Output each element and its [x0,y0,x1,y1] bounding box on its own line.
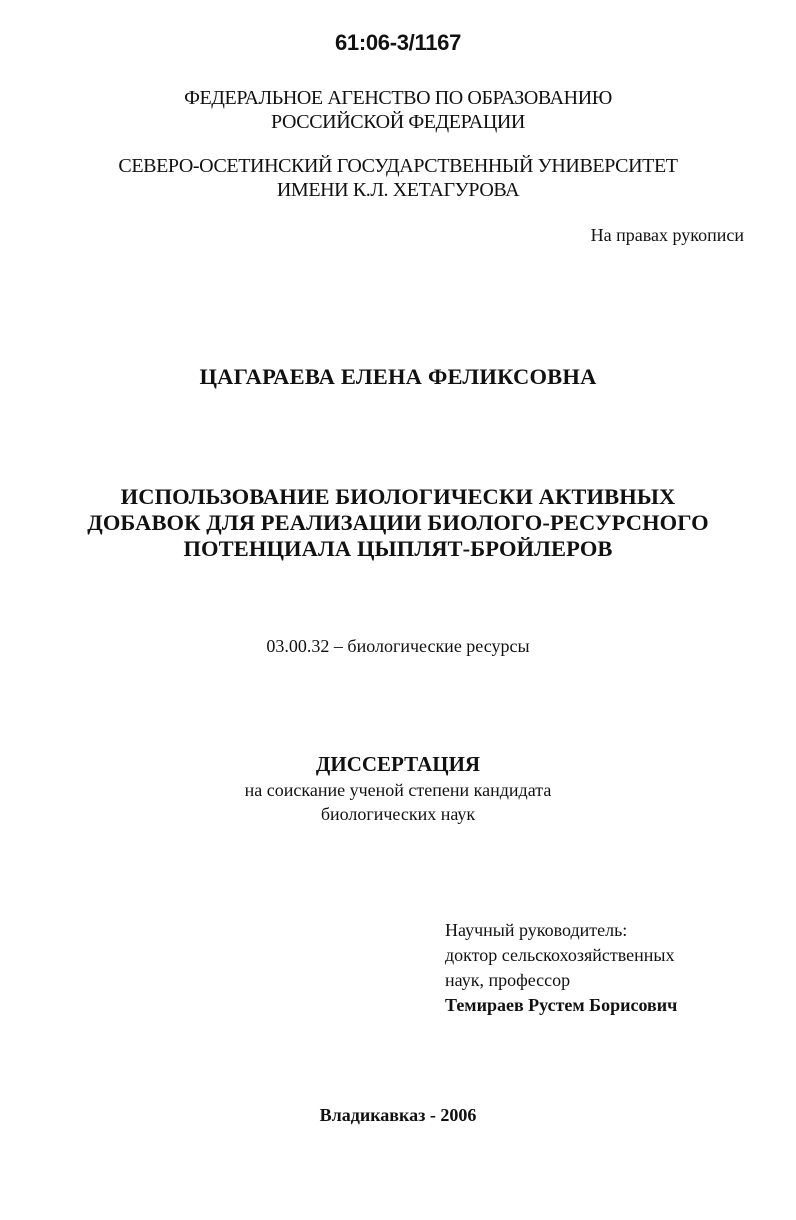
agency-line-1: ФЕДЕРАЛЬНОЕ АГЕНСТВО ПО ОБРАЗОВАНИЮ [184,87,612,109]
city-year: Владикавказ - 2006 [319,1105,477,1125]
university-line-1: СЕВЕРО-ОСЕТИНСКИЙ ГОСУДАРСТВЕННЫЙ УНИВЕРСИТЕТ [118,155,678,177]
supervisor-line-1: Научный руководитель: [445,920,628,940]
supervisor-line-3: наук, профессор [445,970,571,990]
degree-line-1: на соискание ученой степени кандидата [244,780,552,800]
dissertation-label: ДИССЕРТАЦИЯ [315,752,481,776]
rights-note: На правах рукописи [590,225,744,245]
agency-line-2: РОССИЙСКОЙ ФЕДЕРАЦИИ [271,111,525,133]
degree-line-2: биологических наук [320,804,476,824]
supervisor-block [445,918,677,1018]
university-line-2: ИМЕНИ К.Л. ХЕТАГУРОВА [276,179,520,201]
title-line-1: ИСПОЛЬЗОВАНИЕ БИОЛОГИЧЕСКИ АКТИВНЫХ [120,484,676,509]
title-line-3: ПОТЕНЦИАЛА ЦЫПЛЯТ-БРОЙЛЕРОВ [183,536,613,561]
registration-code: 61:06-3/1167 [334,30,462,55]
author-name: ЦАГАРАЕВА ЕЛЕНА ФЕЛИКСОВНА [199,364,597,389]
dissertation-title [0,484,796,562]
supervisor-name: Темираев Рустем Борисович [445,995,678,1015]
title-line-2: ДОБАВОК ДЛЯ РЕАЛИЗАЦИИ БИОЛОГО-РЕСУРСНОГО [87,510,709,535]
specialty-code: 03.00.32 – биологические ресурсы [266,636,530,656]
supervisor-line-2: доктор сельскохозяйственных [445,945,675,965]
